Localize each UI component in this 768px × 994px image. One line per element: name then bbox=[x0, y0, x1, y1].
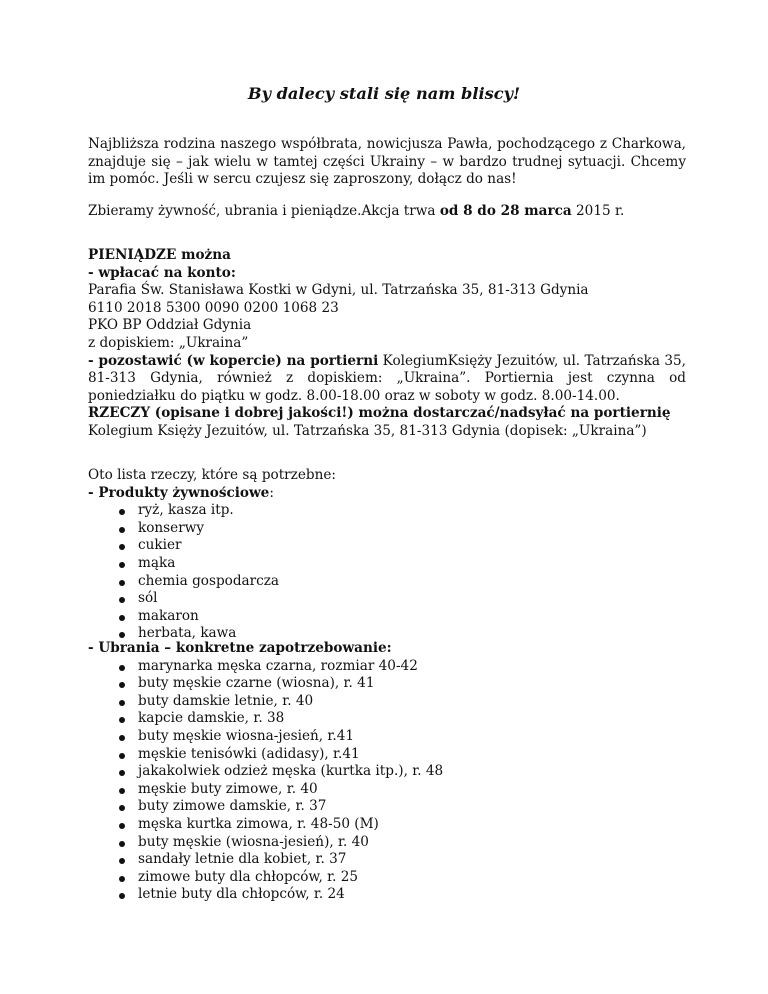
list-item: jakakolwiek odzież męska (kurtka itp.), r. 48 bbox=[88, 763, 686, 781]
list-item: buty damskie letnie, r. 40 bbox=[88, 693, 686, 711]
list-item: herbata, kawa bbox=[88, 625, 686, 643]
bullet-icon bbox=[119, 805, 125, 811]
collection-dates: od 8 do 28 marca bbox=[439, 203, 572, 219]
clothes-section bbox=[88, 640, 686, 904]
bullet-icon bbox=[119, 753, 125, 759]
bullet-icon bbox=[119, 562, 125, 568]
bullet-icon bbox=[119, 858, 125, 864]
list-item: chemia gospodarcza bbox=[88, 573, 686, 591]
list-item: sól bbox=[88, 590, 686, 608]
list-item: mąka bbox=[88, 555, 686, 573]
clothes-list bbox=[88, 658, 686, 904]
collection-paragraph bbox=[88, 203, 686, 221]
bullet-icon bbox=[119, 700, 125, 706]
money-transfer-heading: - wpłacać na konto: bbox=[88, 264, 236, 281]
food-heading: - Produkty żywnościowe bbox=[88, 484, 270, 501]
bank-name: PKO BP Oddział Gdynia bbox=[88, 317, 252, 334]
bullet-icon bbox=[119, 615, 125, 621]
list-item: sandały letnie dla kobiet, r. 37 bbox=[88, 851, 686, 869]
money-heading: PIENIĄDZE można bbox=[88, 247, 231, 263]
bullet-icon bbox=[119, 509, 125, 515]
list-item: makaron bbox=[88, 608, 686, 626]
needs-intro: Oto lista rzeczy, które są potrzebne: bbox=[88, 467, 336, 483]
bullet-icon bbox=[119, 770, 125, 776]
bullet-icon bbox=[119, 527, 125, 533]
intro-paragraph: Najbliższa rodzina naszego współbrata, nowicjusza Pawła, pochodzącego z Charkowa, znajduje się – jak wielu w tamtej części Ukrainy – w bardzo trudnej sytuacji. Chcemy im pomóc. Jeśli w sercu czujesz się zaproszony, dołącz do nas! bbox=[88, 136, 686, 188]
list-item: buty męskie wiosna-jesień, r.41 bbox=[88, 728, 686, 746]
items-heading: RZECZY (opisane i dobrej jakości!) można dostarczać/nadsyłać na portiernię bbox=[88, 405, 671, 421]
list-item: buty zimowe damskie, r. 37 bbox=[88, 798, 686, 816]
bullet-icon bbox=[119, 597, 125, 603]
list-item: męska kurtka zimowa, r. 48-50 (M) bbox=[88, 816, 686, 834]
account-number: 6110 2018 5300 0090 0200 1068 23 bbox=[88, 299, 339, 316]
list-item: marynarka męska czarna, rozmiar 40-42 bbox=[88, 658, 686, 676]
list-item: męskie buty zimowe, r. 40 bbox=[88, 781, 686, 799]
envelope-paragraph bbox=[88, 353, 686, 406]
list-item: ryż, kasza itp. bbox=[88, 502, 686, 520]
list-item: letnie buty dla chłopców, r. 24 bbox=[88, 886, 686, 904]
list-item: męskie tenisówki (adidasy), r.41 bbox=[88, 746, 686, 764]
bullet-icon bbox=[119, 580, 125, 586]
bullet-icon bbox=[119, 823, 125, 829]
needs-section bbox=[88, 467, 686, 643]
transfer-note: z dopiskiem: „Ukraina” bbox=[88, 334, 249, 351]
collection-text: Zbieramy żywność, ubrania i pieniądze.Akcja trwa bbox=[88, 203, 440, 219]
page-title: By dalecy stali się nam bliscy! bbox=[247, 84, 521, 103]
bullet-icon bbox=[119, 841, 125, 847]
bullet-icon bbox=[119, 876, 125, 882]
items-address: Kolegium Księży Jezuitów, ul. Tatrzańska 35, 81-313 Gdynia (dopisek: „Ukraina”) bbox=[88, 422, 647, 439]
money-section bbox=[88, 247, 686, 405]
envelope-text: KolegiumKsięży Jezuitów, ul. Tatrzańska 35, 81-313 Gdynia, również z dopiskiem: „Ukraina”. Portiernia jest czynna od poniedziałku do piątku w godz. 8.00-18.00 oraz w soboty w godz. 8.00-14.00. bbox=[88, 352, 686, 404]
list-item: buty męskie czarne (wiosna), r. 41 bbox=[88, 675, 686, 693]
bullet-icon bbox=[119, 735, 125, 741]
bullet-icon bbox=[119, 544, 125, 550]
bullet-icon bbox=[119, 665, 125, 671]
food-heading-line bbox=[88, 485, 686, 503]
bullet-icon bbox=[119, 682, 125, 688]
list-item: buty męskie (wiosna-jesień), r. 40 bbox=[88, 834, 686, 852]
clothes-heading: - Ubrania – konkretne zapotrzebowanie: bbox=[88, 640, 392, 656]
food-heading-colon: : bbox=[269, 484, 274, 501]
items-section bbox=[88, 405, 686, 440]
list-item: zimowe buty dla chłopców, r. 25 bbox=[88, 869, 686, 887]
bullet-icon bbox=[119, 717, 125, 723]
bullet-icon bbox=[119, 632, 125, 638]
bullet-icon bbox=[119, 893, 125, 899]
list-item: konserwy bbox=[88, 520, 686, 538]
collection-year: 2015 r. bbox=[571, 203, 625, 219]
food-list bbox=[88, 502, 686, 643]
list-item: cukier bbox=[88, 537, 686, 555]
account-line: Parafia Św. Stanisława Kostki w Gdyni, ul. Tatrzańska 35, 81-313 Gdynia bbox=[88, 282, 589, 299]
list-item: kapcie damskie, r. 38 bbox=[88, 710, 686, 728]
bullet-icon bbox=[119, 788, 125, 794]
envelope-heading: - pozostawić (w kopercie) na portierni bbox=[88, 352, 379, 369]
